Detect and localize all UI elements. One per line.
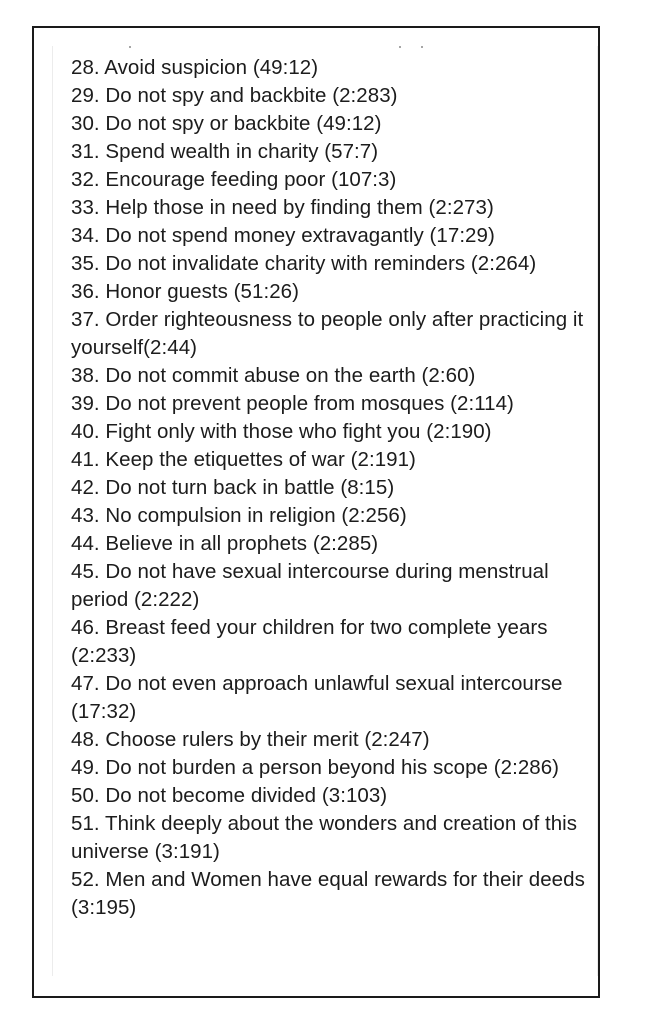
list-item-45: 45. Do not have sexual intercourse during menstrual period (2:222): [71, 560, 549, 611]
list-item-40: 40. Fight only with those who fight you (2:190): [71, 420, 492, 443]
list-item-43: 43. No compulsion in religion (2:256): [71, 504, 407, 527]
list-item-42: 42. Do not turn back in battle (8:15): [71, 476, 395, 499]
list-item-49: 49. Do not burden a person beyond his scope (2:286): [71, 756, 560, 779]
list-item-33: 33. Help those in need by finding them (2:273): [71, 196, 494, 219]
list-item-47: 47. Do not even approach unlawful sexual intercourse (17:32): [71, 672, 563, 723]
top-edge-marks: [53, 46, 597, 50]
list-item-44: 44. Believe in all prophets (2:285): [71, 532, 379, 555]
edge-mark: [421, 46, 423, 48]
list-item-52: 52. Men and Women have equal rewards for their deeds (3:195): [71, 868, 585, 919]
commandments-list: [71, 54, 593, 922]
list-item-38: 38. Do not commit abuse on the earth (2:60): [71, 364, 476, 387]
list-item-30: 30. Do not spy or backbite (49:12): [71, 112, 382, 135]
list-item-34: 34. Do not spend money extravagantly (17:29): [71, 224, 495, 247]
list-item-31: 31. Spend wealth in charity (57:7): [71, 140, 379, 163]
list-item-35: 35. Do not invalidate charity with reminders (2:264): [71, 252, 537, 275]
list-item-28: 28. Avoid suspicion (49:12): [71, 56, 319, 79]
list-item-51: 51. Think deeply about the wonders and creation of this universe (3:191): [71, 812, 578, 863]
list-item-39: 39. Do not prevent people from mosques (2:114): [71, 392, 514, 415]
list-item-46: 46. Breast feed your children for two complete years (2:233): [71, 616, 548, 667]
list-item-50: 50. Do not become divided (3:103): [71, 784, 388, 807]
list-item-36: 36. Honor guests (51:26): [71, 280, 299, 303]
edge-mark: [129, 46, 131, 48]
list-item-48: 48. Choose rulers by their merit (2:247): [71, 728, 430, 751]
list-item-37: 37. Order righteousness to people only after practicing it yourself(2:44): [71, 308, 584, 359]
edge-mark: [399, 46, 401, 48]
list-item-29: 29. Do not spy and backbite (2:283): [71, 84, 398, 107]
list-item-41: 41. Keep the etiquettes of war (2:191): [71, 448, 416, 471]
screenshot-frame: [32, 26, 600, 998]
list-item-32: 32. Encourage feeding poor (107:3): [71, 168, 397, 191]
text-page: [52, 46, 598, 976]
